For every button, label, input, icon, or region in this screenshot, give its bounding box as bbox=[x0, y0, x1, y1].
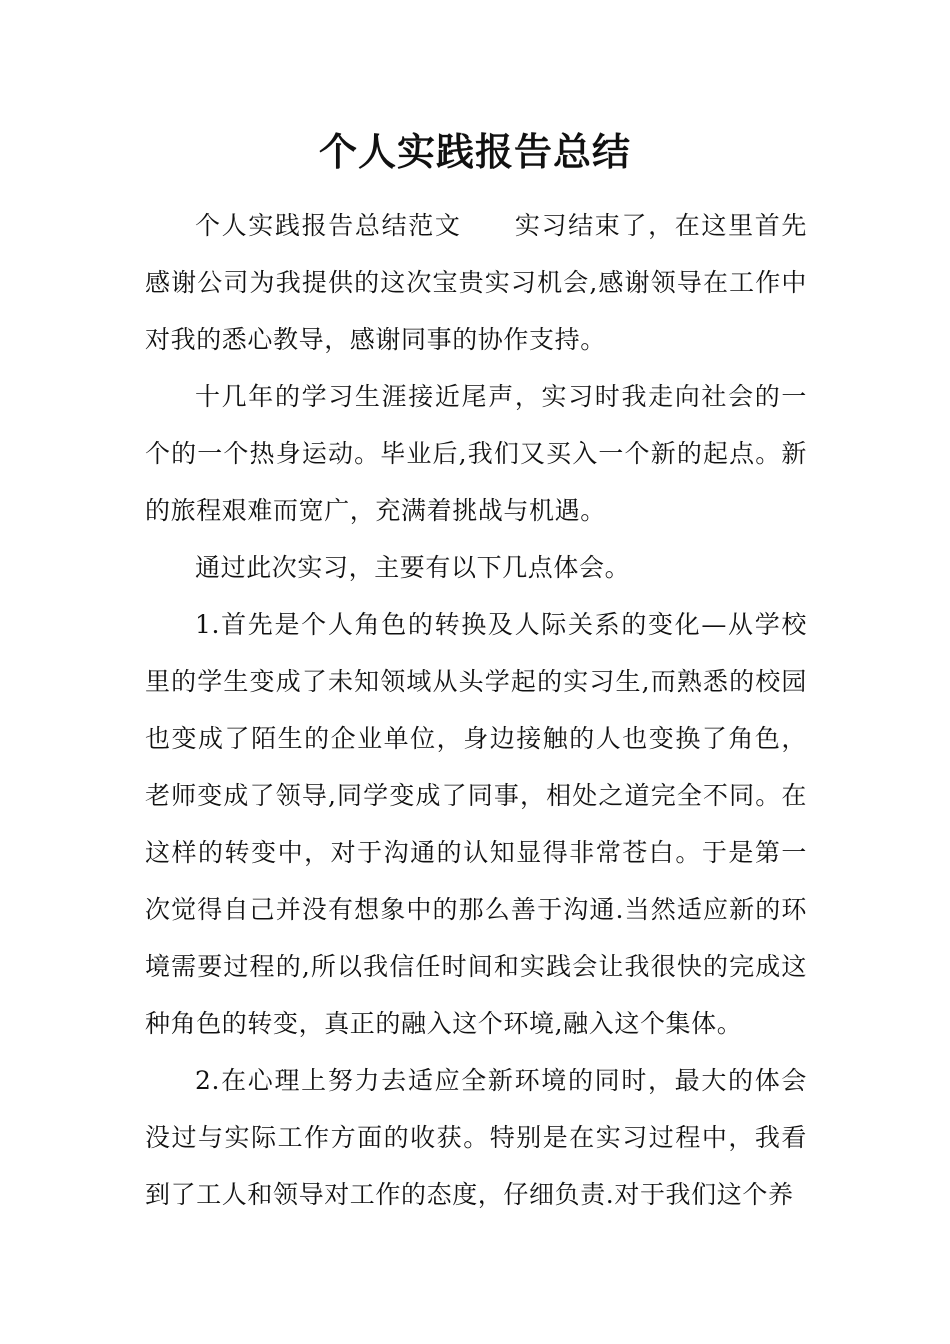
paragraph-intro: 个人实践报告总结范文 实习结束了，在这里首先感谢公司为我提供的这次宝贵实习机会,感谢领导在工作中对我的悉心教导，感谢同事的协作支持。 bbox=[145, 211, 807, 354]
document-body bbox=[145, 197, 807, 1223]
document-title: 个人实践报告总结 bbox=[318, 129, 631, 174]
paragraph-point-1: 1.首先是个人角色的转换及人际关系的变化—从学校里的学生变成了未知领域从头学起的实习生,而熟悉的校园也变成了陌生的企业单位，身边接触的人也变换了角色，老师变成了领导,同学变成了同事，相处之道完全不同。在这样的转变中，对于沟通的认知显得非常苍白。于是第一次觉得自己并没有想象中的那么善于沟通.当然适应新的环境需要过程的,所以我信任时间和实践会让我很快的完成这种角色的转变，真正的融入这个环境,融入这个集体。 bbox=[145, 610, 807, 1038]
paragraph-career-end: 十几年的学习生涯接近尾声，实习时我走向社会的一个的一个热身运动。毕业后,我们又买入一个新的起点。新的旅程艰难而宽广，充满着挑战与机遇。 bbox=[145, 382, 807, 525]
paragraph-summary-lead: 通过此次实习，主要有以下几点体会。 bbox=[195, 553, 631, 582]
paragraph-point-2: 2.在心理上努力去适应全新环境的同时，最大的体会没过与实际工作方面的收获。特别是在实习过程中，我看到了工人和领导对工作的态度，仔细负责.对于我们这个养 bbox=[145, 1066, 807, 1209]
